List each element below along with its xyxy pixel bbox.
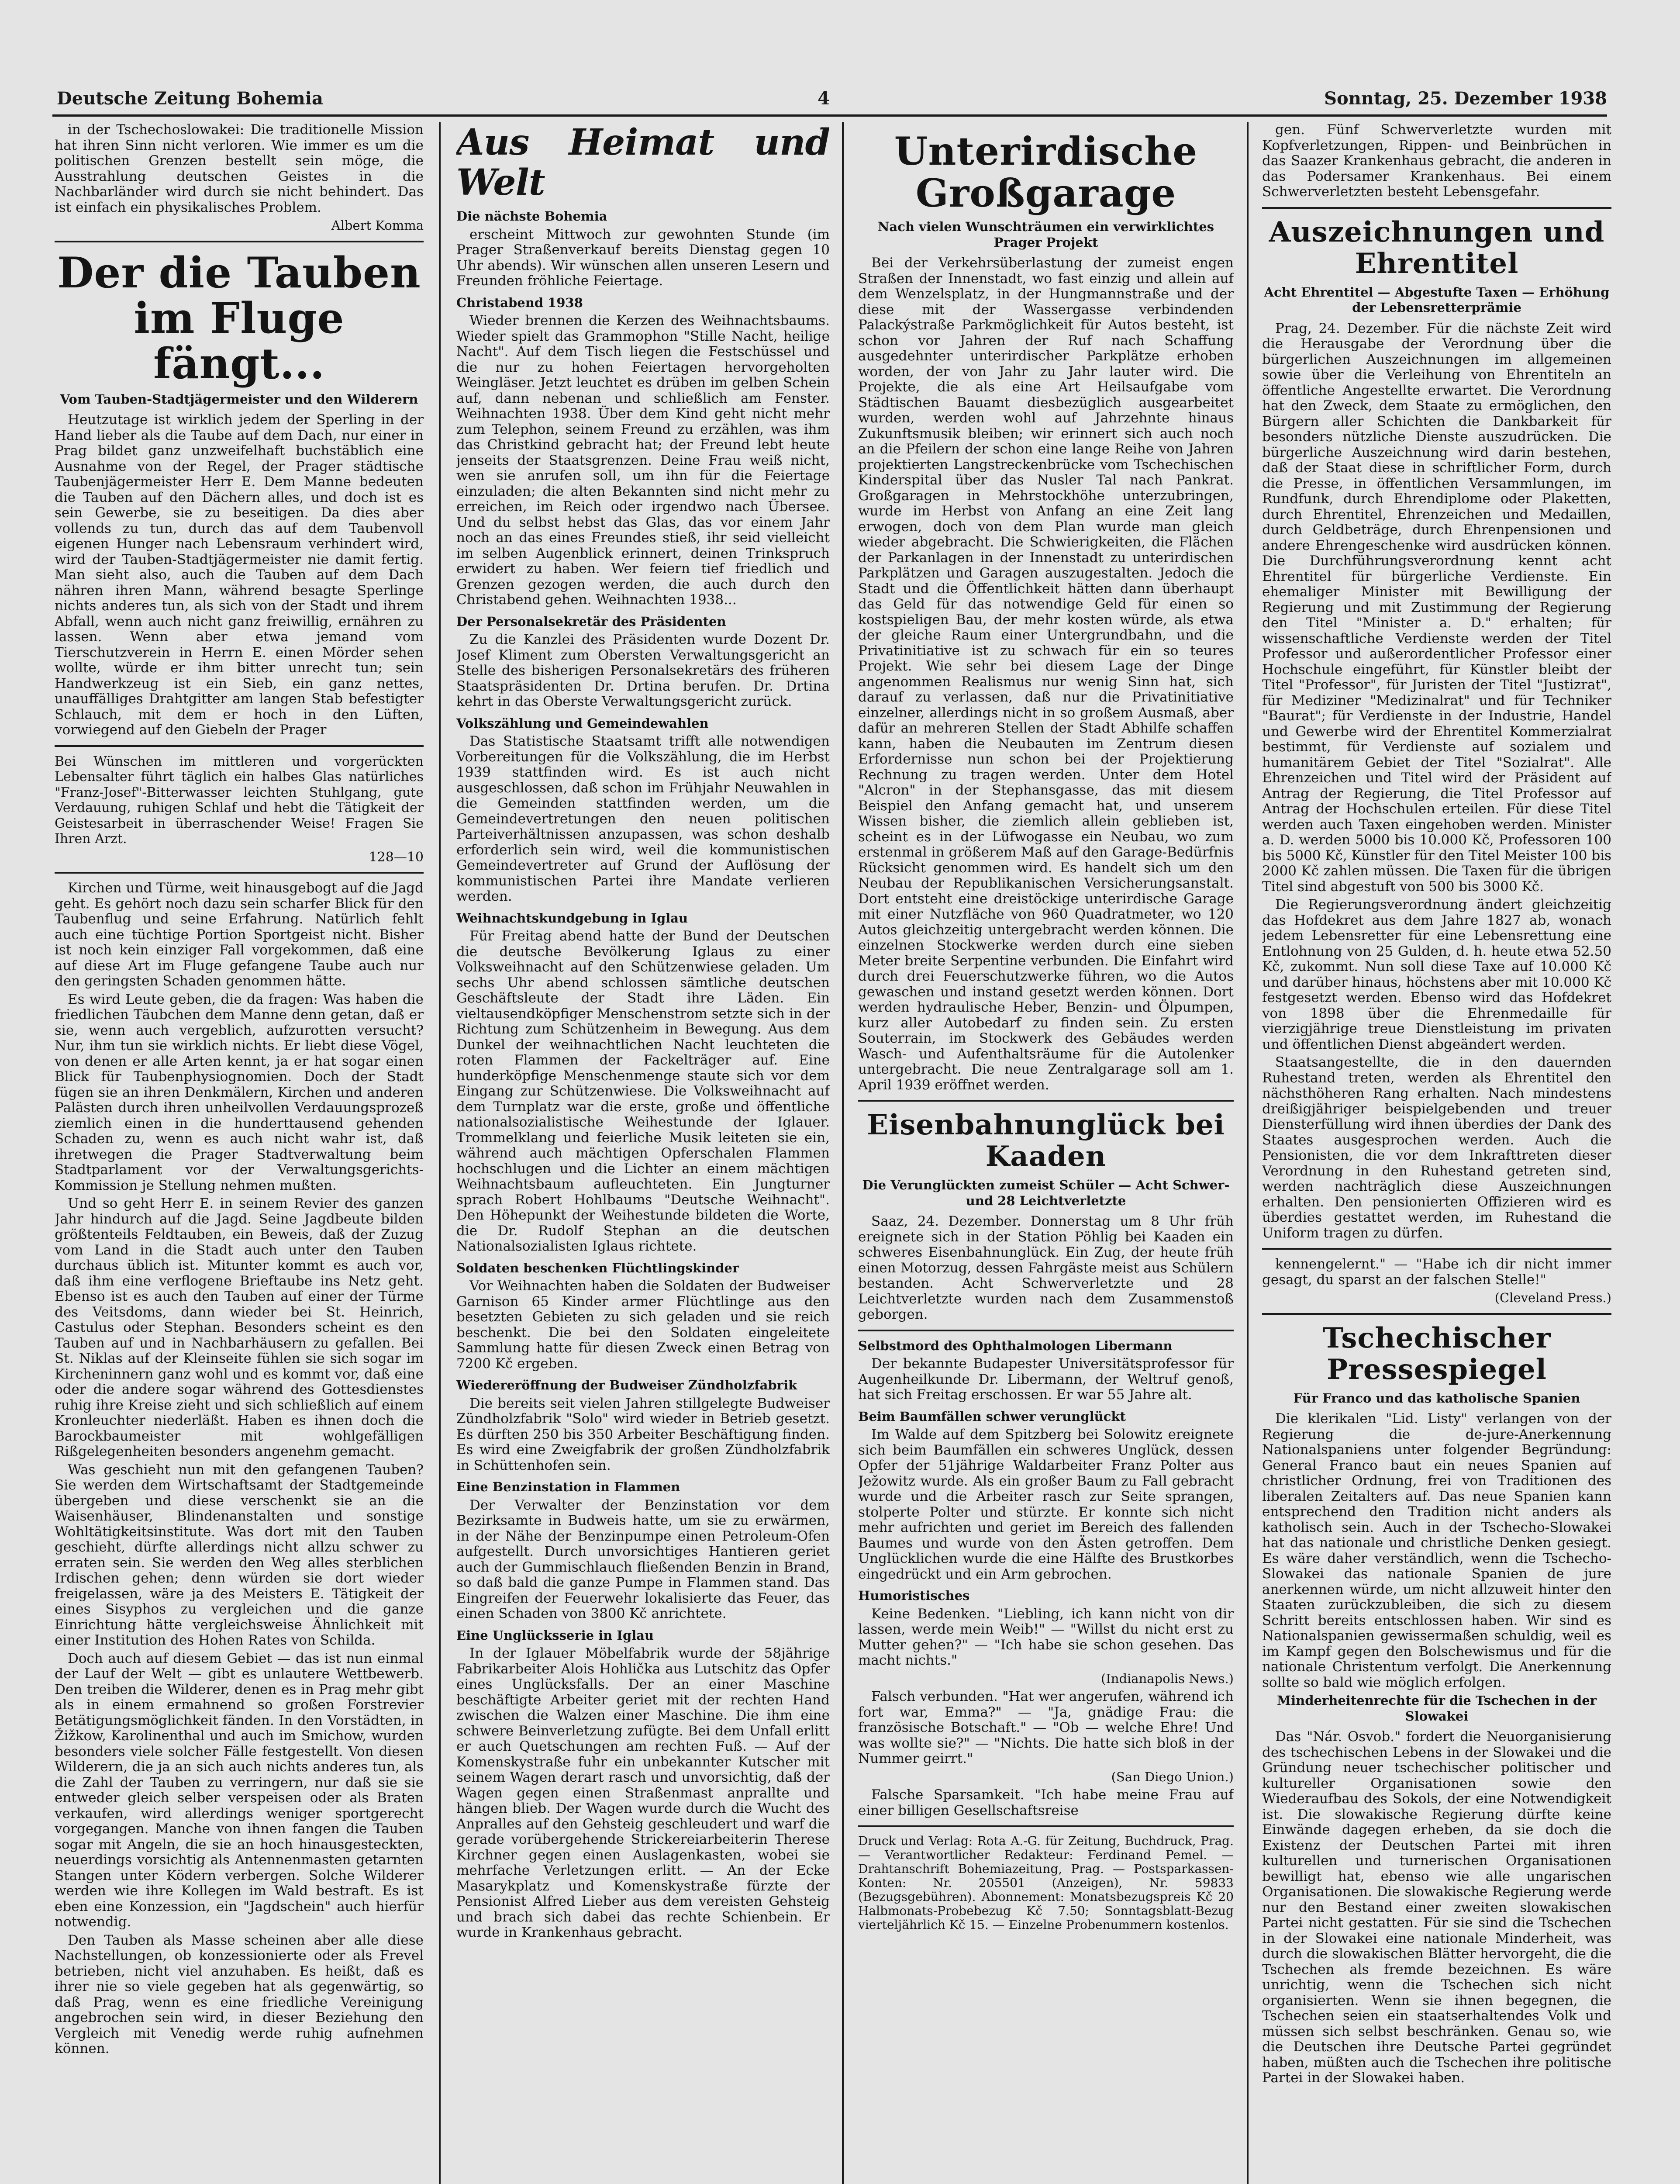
- section-rule: [55, 241, 424, 242]
- article-subheadline: Vom Tauben-Stadtjägermeister und den Wilderern: [60, 391, 418, 407]
- article-text: Doch auch auf diesem Gebiet — das ist nun einmal der Lauf der Welt — gibt es unlautere Wettbewerb. Den treiben die Wilderer, denen es in Prag mehr gibt als in einem ermahnend so großen Forstrevier Betätigungsmöglichkeit fänden. In den Vorstädten, in Žižkow, Karolinenthal und auch im Smichow, wurden besonders viele solcher Fälle festgestellt. Von diesen Wilderern, die ja an sich auch nichts anderes tun, als die Zahl der Tauben zu verringern, nur daß sie sie entweder gleich selber verspeisen oder als Braten verkaufen, wird allerdings weniger sportgerecht vorgegangen. Manche von ihnen fangen die Tauben sogar mit Angeln, die sie an hoch hinausgesteckten, neuerdings vorsichtig als Antennenmasten getarnten Stangen unter Ködern verbergen. Solche Wilderer werden wie ihre Kollegen im Wald bestraft. Es ist eben eine Konzession, ein "Jagdschein" auch hierfür notwendig.: [55, 1650, 424, 1930]
- news-heading: Eine Benzinstation in Flammen: [456, 1479, 680, 1494]
- article-text: Saaz, 24. Dezember. Donnerstag um 8 Uhr früh ereignete sich in der Station Pöhlig bei Kaaden ein schweres Eisenbahnunglück. Ein Zug, der heute früh einen Motorzug, dessen Fahrgäste meist aus Schülern bestanden. Acht Schwerverletzte und 28 Leichtverletzte wurden nach dem Zusammenstoß geborgen.: [858, 1213, 1234, 1322]
- section-rule: [1262, 207, 1611, 209]
- column-1: [55, 122, 424, 2184]
- news-text: Für Freitag abend hatte der Bund der Deutschen die deutsche Bevölkerung Iglaus zu einer Volksweihnacht auf den Schützenwiese geladen. Um sechs Uhr abend schlossen sämtliche deutschen Geschäftsleute der Stadt ihre Läden. Ein vieltausendköpfiger Menschenstrom setzte sich in der Richtung zum Schützenheim in Bewegung. Aus dem Dunkel der weihnachtlichen Nacht leuchteten die roten Flammen der Fackelträger auf. Eine hunderköpfige Menschenmenge staute sich vor dem Eingang zur Schützenwiese. Die Volksweihnacht auf dem Turnplatz war die erste, große und öffentliche nationalsozialistische Weihestunde der Iglauer. Trommelklang und feierliche Musik leiteten sie ein, während auch mächtigen Opferschalen Flammen hochschlugen und die Lichter an einem mächtigen Weihnachtsbaum aufleuchteten. Ein Jungturner sprach Robert Hohlbaums "Deutsche Weihnacht". Den Höhepunkt der Weihestunde bildeten die Worte, die Dr. Rudolf Stephan an die deutschen Nationalsozialisten Iglaus richtete.: [456, 928, 830, 1254]
- humor-text: kennengelernt." — "Habe ich dir nicht immer gesagt, du sparst an der falschen Stelle!": [1262, 1256, 1611, 1288]
- news-text: Das "Nár. Osvob." fordert die Neuorganisierung des tschechischen Lebens in der Slowakei und die Gründung neuer tschechischer politischer und kultureller Organisationen sowie den Wiederaufbau des Sokols, der eine Notwendigkeit ist. Die slowakische Regierung dürfte keine Einwände dagegen erheben, da sie doch die Existenz der Deutschen Partei mit ihren kulturellen und turnerischen Organisationen bewilligt hat, ebenso wie alle ungarischen Organisationen. Die slowakische Regierung werde nur den Bestand einer zweiten slowakischen Partei nicht gestatten. Für sie sind die Tschechen in der Slowakei eine nationale Minderheit, was durch die slowakischen Blätter hervorgeht, die die Tschechen als fremde bezeichnen. Es wäre unrichtig, wenn die Tschechen sich nicht organisierten. Wenn sie ihnen begegnen, die Tschechen seien ein staatserhaltendes Volk und müssen sich selbst beschränken. Genau so, wie die Deutschen ihre Deutsche Partei gegründet haben, müßten auch die Tschechen ihre politische Partei in der Slowakei haben.: [1262, 1729, 1611, 2086]
- news-text: Wieder brennen die Kerzen des Weihnachtsbaums. Wieder spielt das Grammophon "Stille Nacht, heilige Nacht". Auf dem Tisch liegen die Festschüssel und die nur zu hohen Feiertagen hervorgeholten Weingläser. Jetzt leuchtet es drüben im gelben Schein auf, dann nebenan und schließlich am Fenster. Weihnachten 1938. Über dem Kind geht nicht mehr zum Telephon, seinem Freund zu erzählen, was ihm das Christkind gebracht hat; der Freund lebt heute jenseits der Staatsgrenzen. Deine Frau weiß nicht, wen sie anrufen soll, um ihn für die Feiertage einzuladen; die alten Bekannten sind nicht mehr zu erreichen, im Reich oder irgendwo nach Übersee. Und du selbst hebst das Glas, das vor einem Jahr noch an das eines Freundes stieß, ihr seid vielleicht im selben Augenblick erinnert, deinen Trinkspruch erwidert zu haben. Wer feiern tief friedlich und Grenzen gezogen werden, die auch durch den Christabend gehen. Weihnachten 1938...: [456, 313, 830, 608]
- imprint: Druck und Verlag: Rota A.-G. für Zeitung, Buchdruck, Prag. — Verantwortlicher Redakteur: Ferdinand Pemel. — Drahtanschrift Bohemiazeitung, Prag. — Postsparkassen-Konten: Nr. 205501 (Anzeigen), Nr. 59833 (Bezugsgebühren). Abonnement: Monatsbezugspreis Kč 20 Halbmonats-Probebezug Kč 7.50; Sonntagsblatt-Bezug vierteljährlich Kč 15. — Einzelne Probenummern kostenlos.: [858, 1834, 1234, 1932]
- column-2: [456, 122, 830, 2184]
- news-heading: Beim Baumfällen schwer verunglückt: [858, 1409, 1126, 1424]
- column-divider: [842, 122, 844, 2184]
- article-subheadline: Die Verunglückten zumeist Schüler — Acht Schwer- und 28 Leichtverletzte: [862, 1178, 1230, 1208]
- article-headline: Der die Tauben im Fluge fängt...: [57, 248, 421, 388]
- news-text: Vor Weihnachten haben die Soldaten der Budweiser Garnison 65 Kinder armer Flüchtlinge aus den besetzten Gebieten zu sich geladen und sie reich beschenkt. Die bei den Soldaten eingeleitete Sammlung hatte für diesen Zweck einen Betrag von 7200 Kč ergeben.: [456, 1278, 830, 1372]
- news-text: erscheint Mittwoch zur gewohnten Stunde (im Prager Straßenverkauf bereits Dienstag gegen 10 Uhr abends). Wir wünschen allen unseren Lesern und Freunden fröhliche Feiertage.: [456, 226, 830, 289]
- news-text: Die klerikalen "Lid. Listy" verlangen von der Regierung die de-jure-Anerkennung Nationalspaniens unter folgender Begründung: General Franco baut ein neues Spanien auf christlicher Ordnung, frei von Traditionen des liberalen Zeitalters auf. Das neue Spanien kann entsprechend den Tradition nicht anders als katholisch sein. Auch in der Tschecho-Slowakei hat das nationale und christliche Denken gesiegt. Es wäre daher verständlich, wenn die Tschecho-Slowakei das nationale Spanien de jure anerkennen würde, um nicht allzuweit hinter den Staaten zurückzubleiben, die sich zu diesem Schritt bereits entschlossen haben. Wir sind es Nationalspanien gewissermaßen schuldig, weil es im Kampf gegen den Bolschewismus und für die nationale Christentum verfolgt. Die Anerkennung sollte so bald wie möglich erfolgen.: [1262, 1411, 1611, 1690]
- column-divider: [1247, 122, 1249, 2184]
- news-text: Die bereits seit vielen Jahren stillgelegte Budweiser Zündholzfabrik "Solo" wird wieder in Betrieb gesetzt. Es dürften 250 bis 350 Arbeiter Beschäftigung finden. Es wird eine Zweigfabrik der großen Zündholzfabrik in Schüttenhofen sein.: [456, 1395, 830, 1473]
- article-text: Was geschieht nun mit den gefangenen Tauben? Sie werden dem Wirtschaftsamt der Stadtgemeinde übergeben und diese verschenkt sie an die Waisenhäuser, Blindenanstalten und sonstige Wohltätigkeitsinstitute. Was dort mit den Tauben geschieht, dürfte allerdings nicht allzu schwer zu erraten sein. Sie werden den Weg alles sterblichen Irdischen gehen; denn würden sie dort wieder freigelassen, wäre ja des Meisters E. Tätigkeit der eines Sisyphos zu vergleichen und die ganze Einrichtung hätte vergleichsweise Ähnlichkeit mit einer Institution des Hohen Rates von Schilda.: [55, 1462, 424, 1648]
- article-text: Prag, 24. Dezember. Für die nächste Zeit wird die Herausgabe der Verordnung über die bürgerlichen Auszeichnungen im allgemeinen sowie über die Verleihung von Ehrentiteln an öffentliche Angestellte erwartet. Die Verordnung hat den Zweck, dem Staate zu ermöglichen, den Bürgern aller Schichten die Dankbarkeit für besonders nützliche Dienste auszudrücken. Die bürgerliche Auszeichnung wird darin bestehen, daß der Staat diese in schriftlicher Form, durch die Presse, in öffentlichen Versammlungen, im Rundfunk, durch Ehrendiplome oder Plaketten, durch Ehrentitel, Ehrenzeichen und Medaillen, durch Geldbeträge, durch Ehrenpensionen und andere Ehrengeschenke wird ausdrücken können. Die Durchführungsverordnung kennt acht Ehrentitel für bürgerliche Verdienste. Ein ehemaliger Minister mit Bewilligung der Regierung und mit Zustimmung der Regierung den Titel "Minister a. D." erhalten; für wissenschaftliche Verdienste werden der Titel Professor und außerordentlicher Professor einer Hochschule eingeführt, für Künstler bleibt der Titel "Professor", für Juristen der Titel "Justizrat", für Mediziner "Medizinalrat" und für Techniker "Baurat"; für Verdienste in der Industrie, Handel und Gewerbe wird der Ehrentitel Kommerzialrat bestimmt, für Verdienste auf sozialem und humanitärem Gebiet der Titel "Sozialrat". Alle Ehrenzeichen und Titel wird der Präsident auf Antrag der Regierung, die Titel Professor auf Antrag der Hochschulen erteilen. Für diese Titel werden auch Taxen eingehoben werden. Minister a. D. werden 5000 bis 10.000 Kč, Professoren 100 bis 5000 Kč, Künstler für den Titel Meister 100 bis 2000 Kč zahlen müssen. Die Taxen für die übrigen Titel sind abgestuft von 500 bis 3000 Kč.: [1262, 320, 1611, 895]
- news-text: Zu die Kanzlei des Präsidenten wurde Dozent Dr. Josef Kliment zum Obersten Verwaltungsgericht an Stelle des bisherigen Personalsekretärs des früheren Staatspräsidenten Dr. Drtina berufen. Dr. Drtina kehrt in das Oberste Verwaltungsgericht zurück.: [456, 632, 830, 709]
- article-headline: Eisenbahnunglück bei Kaaden: [867, 1109, 1225, 1173]
- article-headline: Auszeichnungen und Ehrentitel: [1269, 215, 1605, 280]
- news-heading: Wiedereröffnung der Budweiser Zündholzfabrik: [456, 1378, 797, 1393]
- news-heading: Humoristisches: [858, 1588, 970, 1603]
- news-text: Das Statistische Staatsamt trifft alle notwendigen Vorbereitungen für die Volkszählung, die im Herbst 1939 stattfinden wird. Es ist auch nicht ausgeschlossen, daß schon im Frühjahr Neuwahlen in die Gemeinden stattfinden werden, um die Gemeindevertretungen den neuen politischen Parteiverhältnissen anzupassen, was schon deshalb erforderlich sein wird, weil die kommunistischen Gemeindevertreter auf Grund der Auflösung der kommunistischen Partei ihre Mandate verlieren werden.: [456, 733, 830, 904]
- news-heading: Minderheitenrechte für die Tschechen in der Slowakei: [1277, 1693, 1597, 1724]
- column-divider: [439, 122, 441, 2184]
- section-rule: [858, 1100, 1234, 1102]
- article-text: Heutzutage ist wirklich jedem der Sperling in der Hand lieber als die Taube auf dem Dach, nur einer in Prag bildet ganz unzweifelhaft buchstäblich eine Ausnahme von der Regel, der Prager städtische Taubenjägermeister Herr E. Dem Manne bedeuten die Tauben auf den Dächern alles, und doch ist es sein Gewerbe, sie zu beseitigen. Da dies aber vollends zu tun, durch das auf dem Taubenvoll eigenen Hunger nach Lebensraum verhindert wird, wird der Tauben-Stadtjägermeister nie damit fertig. Man sieht also, auch die Tauben auf dem Dach nähren ihren Mann, während besagte Sperlinge nichts anderes tun, als sich von der Stadt und ihrem Abfall, wenn auch nicht ganz freiwillig, ernähren zu lassen. Wenn aber etwa jemand vom Tierschutzverein in Herrn E. einen Mörder sehen wollte, würde er ihm bitter unrecht tun; sein Handwerkzeug ist ein Sieb, ein ganz nettes, unauffälliges Drahtgitter am langen Stab befestigter Schlauch, mit dem er hoch in den Lüften, vorwiegend auf den Giebeln der Prager: [55, 412, 424, 738]
- section-rule: [858, 1825, 1234, 1827]
- news-heading: Christabend 1938: [456, 295, 583, 310]
- article-text: Und so geht Herr E. in seinem Revier des ganzen Jahr hindurch auf die Jagd. Seine Jagdbeute bilden größtenteils Feldtauben, ein Beweis, daß der Zuzug vom Land in die Stadt auch unter den Tauben durchaus üblich ist. Mitunter kommt es auch vor, daß ihm eine verflogene Brieftaube ins Netz geht. Ebenso ist es auch den Tauben auf einer der Türme des Veitsdoms, dann wieder bei St. Heinrich, Castulus oder Stephan. Besonders scheint es den Tauben auf und in Nachbarhäusern zu gefallen. Bei St. Niklas auf der Kleinseite fühlen sie sich sogar im Kircheninnern ganz wohl und es kommt vor, daß eine oder die andere sogar während des Gottesdienstes ruhig ihre Kreise zieht und sich schließlich auf einem Kronleuchter niederläßt. Haben es ihnen doch die Barockbaumeister mit wohlgefälligen Rißgelegenheiten besonders angenehm gemacht.: [55, 1196, 424, 1459]
- section-rule: [858, 1330, 1234, 1331]
- news-heading: Volkszählung und Gemeindewahlen: [456, 715, 709, 731]
- issue-date: Sonntag, 25. Dezember 1938: [1324, 88, 1607, 109]
- news-text: Der bekannte Budapester Universitätsprofessor für Augenheilkunde Dr. Libermann, der Weltruf genoß, hat sich Freitag erschossen. Er war 55 Jahre alt.: [858, 1356, 1234, 1403]
- advertisement-code: 128—10: [369, 849, 424, 865]
- humor-source: (Cleveland Press.): [1494, 1290, 1611, 1305]
- humor-source: (San Diego Union.): [1111, 1769, 1234, 1784]
- article-text: Die Regierungsverordnung ändert gleichzeitig das Hofdekret aus dem Jahre 1827 ab, wonach jedem Lebensretter für eine Lebensrettung eine Entlohnung von 25 Gulden, d. h. heute etwa 52.50 Kč, zukommt. Nun soll diese Taxe auf 10.000 Kč und darüber hinaus, höchstens aber mit 10.000 Kč festgesetzt werden. Ebenso wird das Hofdekret von 1898 über die Ehrenmedaille für vierzigjährige treue Dienstleistung im privaten und öffentlichen Dienst abgeändert werden.: [1262, 897, 1611, 1052]
- news-text: In der Iglauer Möbelfabrik wurde der 58jährige Fabrikarbeiter Alois Hohlička aus Lutschitz das Opfer eines Unglücksfalls. Der an einer Maschine beschäftigte Arbeiter geriet mit der rechten Hand zwischen die Walzen einer Maschine. Die ihm eine schwere Beinverletzung zufügte. Bei dem Unfall erlitt er auch Quetschungen am rechten Fuß. — Auf der Komenskystraße fuhr ein unbekannter Kutscher mit seinem Wagen derart rasch und unvorsichtig, daß der Wagen gegen einen Straßenmast anprallte und hängen blieb. Der Wagen wurde durch die Wucht des Anpralles auf den Gehsteig geschleudert und warf die gerade vorübergehende Strickereiarbeiterin Therese Kirchner gegen einen Auslagenkasten, wobei sie mehrfache Verletzungen erlitt. — An der Ecke Masarykplatz und Komenskystraße fürzte der Pensionist Alfred Lieber aus dem vereisten Gehsteig und brach sich dabei das rechte Schienbein. Er wurde in Krankenhaus gebracht.: [456, 1645, 830, 1940]
- article-subheadline: Nach vielen Wunschträumen ein verwirklichtes Prager Projekt: [877, 219, 1214, 250]
- article-text: Den Tauben als Masse scheinen aber alle diese Nachstellungen, ob konzessionierte oder als Frevel betrieben, nicht viel anzuhaben. Es heißt, daß es ihrer nie so viele gegeben hat als gegenwärtig, so daß Prag, wenn es eine friedliche Vereinigung angebrochen sein wird, in dieser Beziehung den Vergleich mit Venedig werde ruhig aufnehmen können.: [55, 1932, 424, 2056]
- masthead-name: Deutsche Zeitung Bohemia: [57, 88, 323, 109]
- article-text: Kirchen und Türme, weit hinausgebogt auf die Jagd geht. Es gehört noch dazu sein scharfer Blick für den Taubenflug und seine Erfahrung. Natürlich fehlt auch eine tüchtige Portion Sportgeist nicht. Bisher ist noch kein einziger Fall vorgekommen, daß eine auf diese Art im Fluge gefangene Taube auch nur den geringsten Schaden genommen hätte.: [55, 880, 424, 989]
- news-heading: Die nächste Bohemia: [456, 209, 607, 224]
- news-heading: Für Franco und das katholische Spanien: [1293, 1390, 1580, 1406]
- section-banner: Aus Heimat und Welt: [456, 122, 830, 204]
- section-rule: [55, 872, 424, 874]
- news-heading: Der Personalsekretär des Präsidenten: [456, 614, 726, 629]
- news-heading: Eine Unglücksserie in Iglau: [456, 1628, 654, 1643]
- news-heading: Weihnachtskundgebung in Iglau: [456, 910, 688, 926]
- humor-text: Falsche Sparsamkeit. "Ich habe meine Frau auf einer billigen Gesellschaftsreise: [858, 1787, 1234, 1818]
- humor-source: (Indianapolis News.): [1101, 1671, 1234, 1686]
- article-text: Bei der Verkehrsüberlastung der zumeist engen Straßen der Innenstadt, wo fast einzig und allein auf dem Wenzelsplatz, in der Hungmannstraße und der diese mit der Wassergasse verbindenden Palackýstraße Parkmöglichkeit für Autos besteht, ist schon vor Jahren der Ruf nach Schaffung ausgedehnter unterirdischer Parkplätze erhoben worden, der von Jahr zu Jahr lauter wird. Die Projekte, die als eine Art Heilsaufgabe vom Städtischen Bauamt diesbezüglich ausgearbeitet wurden, werden wohl auf Jahrzehnte hinaus Zukunftsmusik bleiben; wir erinnert sich auch noch an die Pfeilern der schon eine lange Reihe von Jahren projektierten Langstreckenbrücke vom Tschechischen Kinderspital über das Nusler Tal nach Pankrat. Großgaragen in Mehrstockhöhe unterzubringen, wurde im Herbst von Anfang an eine Zeit lang erwogen, doch von dem Plan wurde man gleich wieder abgebracht. Die Schwierigkeiten, die Flächen der Parkanlagen in der Innenstadt zu unterirdischen Parkplätzen und Garagen auszugestalten. Jedoch die Stadt und die Öffentlichkeit hätten dann überhaupt das Geld für das notwendige Geld für einen so kostspieligen Bau, der mehr kosten würde, als etwa der gleiche Raum einer Untergrundbahn, und die Privatinitiative ist zu schwach für ein so teures Projekt. Wie sehr bei diesem Lage der Dinge angenommen Realismus nur wenig Sinn hat, sich darauf zu verlassen, daß nur die Privatinitiative einzelner, allerdings nicht in so großem Ausmaß, aber dafür an mehreren Stellen der Stadt Abhilfe schaffen kann, haben die Neubauten im Zentrum diesen Erfordernisse nun schon bei der Projektierung Rechnung zu tragen werden. Unter dem Hotel "Alcron" in der Stephansgasse, das mit diesem Beispiel den Anfang gemacht hat, und unserem Wissen bisher, die ziemlich allein geblieben ist, scheint es in der Lüfwogasse ein Neubau, wo zum erstenmal in größerem Maß auf den Garage-Bedürfnis Rücksicht genommen wird. Es handelt sich um den Neubau der Republikanischen Versicherungsanstalt. Dort entsteht eine dreistöckige unterirdische Garage mit einer Nutzfläche von 960 Quadratmeter, wo 120 Autos gleichzeitig untergebracht werden können. Die einzelnen Stockwerke werden durch eine sieben Meter breite Serpentine verbunden. Die Einfahrt wird durch drei Feuerschutzwerke führen, wo die Autos gewaschen und instand gesetzt werden können. Dort werden hydraulische Heber, Benzin- und Ölpumpen, kurz aller Autobedarf zu finden sein. Zu ersten Souterrain, im Stockwerk des Gebäudes werden Wasch- und Aufenthaltsräume für die Autolenker untergebracht. Die neue Zentralgarage soll am 1. April 1939 eröffnet werden.: [858, 255, 1234, 1093]
- author-signature: Albert Komma: [331, 218, 424, 233]
- article-text: in der Tschechoslowakei: Die traditionelle Mission hat ihren Sinn nicht verloren. Wie immer es um die politischen Grenzen bestellt sein möge, die Ausstrahlung deutschen Geistes in die Nachbarländer wird durch sie nicht behindert. Das ist einfach ein physikalisches Problem.: [55, 122, 424, 215]
- advertisement-text: Bei Wünschen im mittleren und vorgerückten Lebensalter führt täglich ein halbes Glas natürliches "Franz-Josef"-Bitterwasser leichten Stuhlgang, gute Verdauung, ruhigen Schlaf und hebt die Tätigkeit der Geistesarbeit in überraschender Weise! Fragen Sie Ihren Arzt.: [55, 753, 424, 847]
- column-3: [858, 122, 1234, 2184]
- page-number: 4: [818, 88, 830, 109]
- article-text: gen. Fünf Schwerverletzte wurden mit Kopfverletzungen, Rippen- und Beinbrüchen in das Saazer Krankenhaus gebracht, die anderen in das Podersamer Krankenhaus. Bei einem Schwerverletzten besteht Lebensgefahr.: [1262, 122, 1611, 200]
- article-headline: Unterirdische Großgarage: [894, 128, 1198, 216]
- article-headline: Tschechischer Pressespiegel: [1322, 1321, 1551, 1386]
- column-4: [1262, 122, 1611, 2184]
- news-heading: Soldaten beschenken Flüchtlingskinder: [456, 1260, 739, 1275]
- section-rule: [1262, 1313, 1611, 1315]
- news-text: Der Verwalter der Benzinstation vor dem Bezirksamte in Budweis hatte, um sie zu erwärmen, in der Nähe der Benzinpumpe einen Petroleum-Ofen aufgestellt. Durch unvorsichtiges Hantieren geriet auch der Gummischlauch fließenden Benzin in Brand, so daß bald die ganze Pumpe in Flammen stand. Das Eingreifen der Feuerwehr lokalisierte das Feuer, das einen Schaden von 3800 Kč anrichtete.: [456, 1497, 830, 1621]
- section-rule: [55, 745, 424, 747]
- humor-text: Falsch verbunden. "Hat wer angerufen, während ich fort war, Emma?" — "Ja, gnädige Frau: die französische Botschaft." — "Ob — welche Ehre! Und was wollte sie?" — "Nichts. Die hatte sich bloß in der Nummer geirrt.": [858, 1689, 1234, 1766]
- page-header: [57, 85, 1607, 111]
- article-text: Staatsangestellte, die in den dauernden Ruhestand treten, werden als Ehrentitel den nächsthöheren Rang erhalten. Nach mindestens dreißigjähriger beispielgebenden und treuer Diensterfüllung wird ihnen überdies der Dank des Staates ausgesprochen werden. Auch die Pensionisten, die vor dem Inkrafttreten dieser Verordnung in den Ruhestand getreten sind, werden nachträglich diese Auszeichnungen erhalten. Den pensionierten Offizieren wird es überdies gestattet werden, im Ruhestand die Uniform tragen zu dürfen.: [1262, 1054, 1611, 1241]
- humor-text: Keine Bedenken. "Liebling, ich kann nicht von dir lassen, werde mein Weib!" — "Willst du nicht erst zu Mutter gehen?" — "Ich habe sie schon gesehen. Das macht nichts.": [858, 1606, 1234, 1668]
- section-rule: [1262, 1248, 1611, 1250]
- article-subheadline: Acht Ehrentitel — Abgestufte Taxen — Erhöhung der Lebensretterprämie: [1264, 284, 1610, 315]
- news-heading: Selbstmord des Ophthalmologen Libermann: [858, 1338, 1173, 1353]
- header-rule: [52, 114, 1607, 117]
- news-text: Im Walde auf dem Spitzberg bei Solowitz ereignete sich beim Baumfällen ein schweres Unglück, dessen Opfer der 51jährige Waldarbeiter Franz Polter aus Ježowitz wurde. Als ein großer Baum zu Fall gebracht wurde und die Arbeiter rasch zur Seite sprangen, stolperte Polter und stürzte. Er konnte sich nicht mehr aufrichten und geriet im Bereich des fallenden Baumes und wurde von den Ästen getroffen. Dem Unglücklichen wurde die eine Hälfte des Brustkorbes eingedrückt und ein Arm gebrochen.: [858, 1427, 1234, 1582]
- article-text: Es wird Leute geben, die da fragen: Was haben die friedlichen Täubchen dem Manne denn getan, daß er sie, wenn auch vergeblich, aufzurotten versucht? Nur, ihm tun sie wirklich nichts. Er liebt diese Vögel, von denen er alle Arten kennt, ja er hat sogar einen Blick für Taubenphysiognomien. Doch der Stadt fügen sie an ihren Denkmälern, Kirchen und anderen Palästen durch ihren unheilvollen Verdauungsprozeß ziemlich einen in die hunderttausend gehenden Schaden zu, wenn es auch nicht wahr ist, daß ihretwegen die Prager Stadtverwaltung beim Stadtparlament vor der Verwaltungsgerichts-Kommission je Stellung nehmen mußten.: [55, 991, 424, 1193]
